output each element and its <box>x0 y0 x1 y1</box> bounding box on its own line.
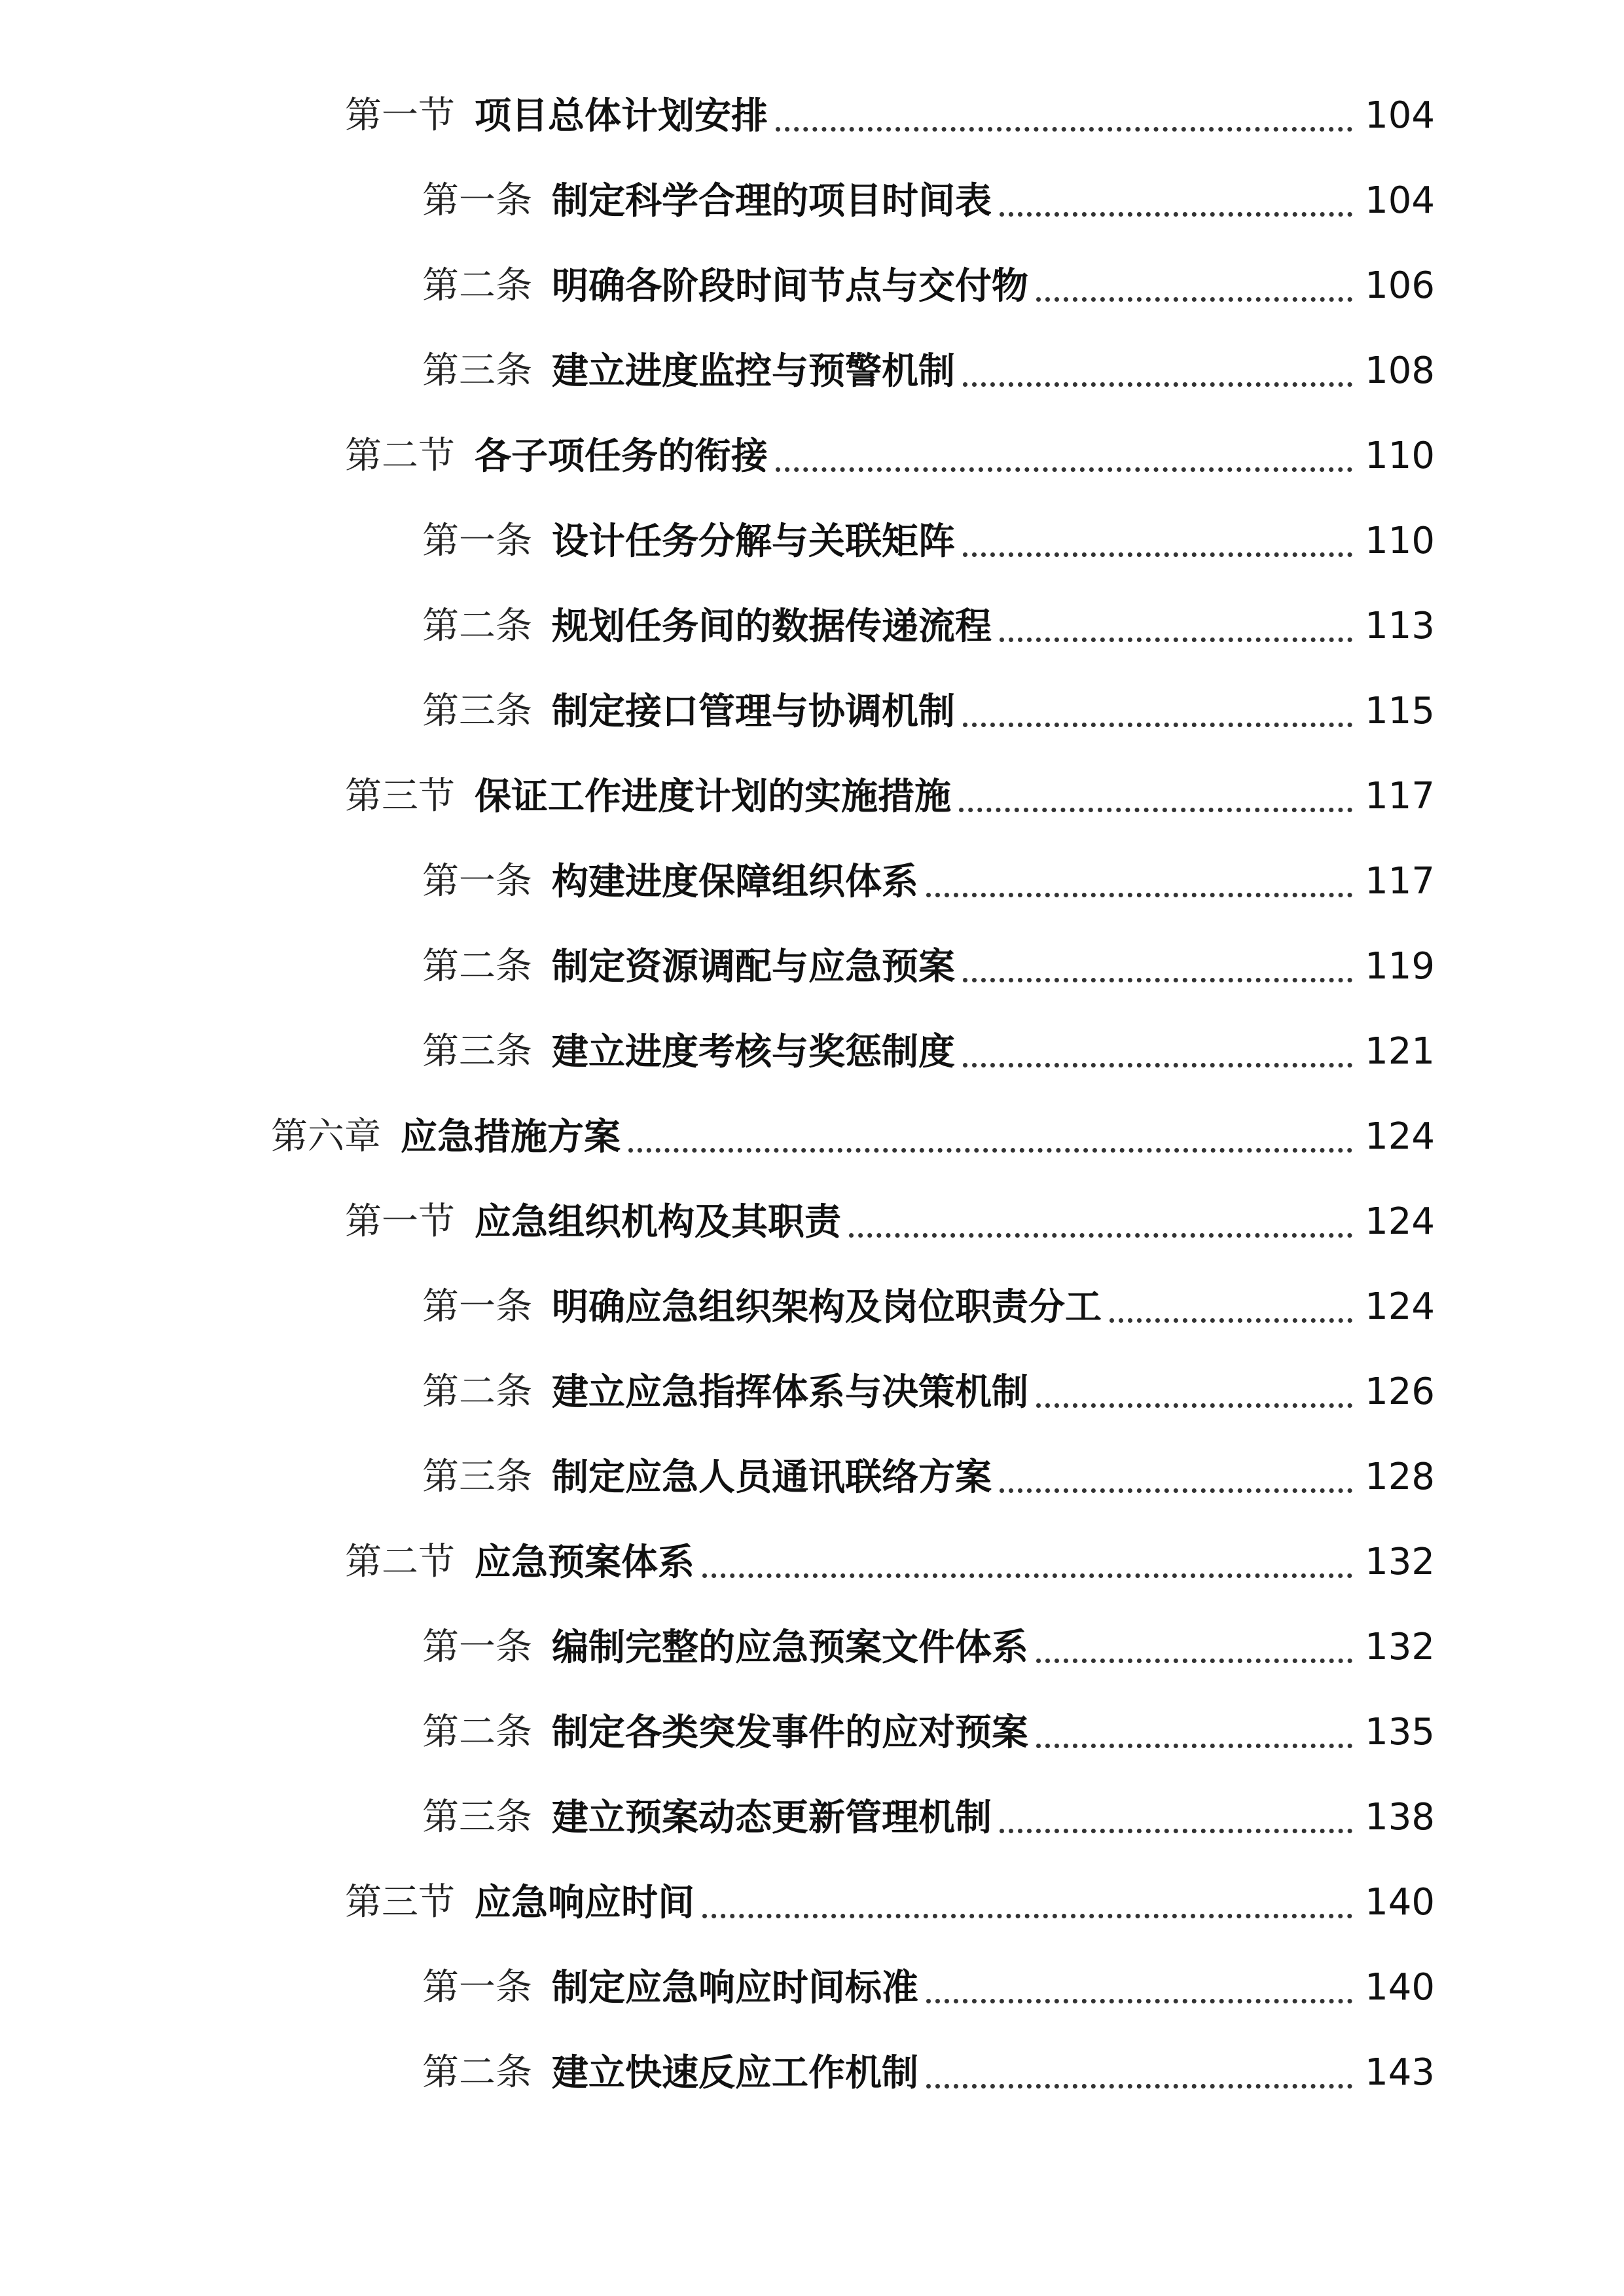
toc-entry[interactable] <box>0 1775 1624 1860</box>
dot-leader <box>702 1573 1352 1578</box>
toc-entry-number: 第三节 <box>345 775 455 817</box>
toc-entry-number: 第六章 <box>271 1115 381 1158</box>
toc-entry-page: 113 <box>1365 605 1435 647</box>
toc-entry[interactable] <box>0 1265 1624 1350</box>
toc-entry-number: 第三条 <box>422 1456 532 1498</box>
toc-entry-title: 各子项任务的衔接 <box>475 435 768 478</box>
toc-entry-title: 建立应急指挥体系与决策机制 <box>552 1371 1028 1414</box>
toc-entry-page: 121 <box>1365 1030 1435 1073</box>
dot-leader <box>776 467 1352 472</box>
toc-entry[interactable] <box>0 1350 1624 1435</box>
toc-entry[interactable] <box>0 1690 1624 1775</box>
toc-entry-title: 明确应急组织架构及岗位职责分工 <box>552 1285 1102 1329</box>
toc-entry-number: 第二条 <box>422 2051 532 2094</box>
toc-entry-title: 制定接口管理与协调机制 <box>552 690 955 733</box>
toc-entry-page: 132 <box>1365 1626 1435 1668</box>
toc-entry-number: 第三节 <box>345 1881 455 1924</box>
toc-entry-title: 应急响应时间 <box>475 1881 695 1924</box>
toc-entry[interactable] <box>0 1179 1624 1265</box>
toc-entry[interactable] <box>0 839 1624 924</box>
toc-entry[interactable] <box>0 1860 1624 1945</box>
dot-leader <box>849 1233 1352 1238</box>
toc-entry-number: 第二条 <box>422 1371 532 1413</box>
toc-entry[interactable] <box>0 1094 1624 1179</box>
toc-entry-page: 110 <box>1365 435 1435 477</box>
toc-entry-page: 138 <box>1365 1796 1435 1839</box>
toc-entry-number: 第三条 <box>422 1796 532 1839</box>
toc-entry[interactable] <box>0 1520 1624 1605</box>
toc-entry-title: 制定各类突发事件的应对预案 <box>552 1711 1028 1754</box>
toc-entry-title: 制定资源调配与应急预案 <box>552 945 955 988</box>
toc-entry-page: 115 <box>1365 690 1435 732</box>
dot-leader <box>963 1063 1352 1067</box>
toc-entry-number: 第二条 <box>422 264 532 307</box>
toc-entry-page: 104 <box>1365 94 1435 137</box>
toc-entry-number: 第三条 <box>422 350 532 392</box>
toc-entry-title: 建立预案动态更新管理机制 <box>552 1796 992 1839</box>
toc-entry-title: 设计任务分解与关联矩阵 <box>552 520 955 563</box>
toc-entry-title: 保证工作进度计划的实施措施 <box>475 775 951 818</box>
toc-entry-title: 建立进度考核与奖惩制度 <box>552 1030 955 1073</box>
table-of-contents <box>0 73 1624 2115</box>
toc-entry[interactable] <box>0 2030 1624 2115</box>
dot-leader <box>1000 637 1352 642</box>
toc-entry[interactable] <box>0 1435 1624 1520</box>
toc-entry-title: 制定科学合理的项目时间表 <box>552 179 992 223</box>
toc-entry-title: 明确各阶段时间节点与交付物 <box>552 264 1028 308</box>
toc-entry[interactable] <box>0 329 1624 414</box>
toc-entry-number: 第一条 <box>422 520 532 562</box>
dot-leader <box>963 382 1352 387</box>
dot-leader <box>1110 1318 1352 1323</box>
dot-leader <box>963 978 1352 982</box>
toc-entry-number: 第三条 <box>422 690 532 732</box>
toc-entry[interactable] <box>0 73 1624 158</box>
toc-entry[interactable] <box>0 669 1624 754</box>
toc-entry[interactable] <box>0 1945 1624 2030</box>
toc-entry[interactable] <box>0 924 1624 1009</box>
toc-entry[interactable] <box>0 499 1624 584</box>
toc-entry-page: 126 <box>1365 1371 1435 1413</box>
toc-entry-page: 117 <box>1365 775 1435 817</box>
toc-entry-title: 建立快速反应工作机制 <box>552 2051 918 2094</box>
toc-entry-number: 第二条 <box>422 605 532 647</box>
dot-leader <box>1000 212 1352 217</box>
toc-entry-page: 124 <box>1365 1200 1435 1243</box>
toc-entry-number: 第一节 <box>345 1200 455 1243</box>
dot-leader <box>1000 1488 1352 1493</box>
toc-entry-title: 制定应急响应时间标准 <box>552 1966 918 2009</box>
toc-entry-number: 第一条 <box>422 1285 532 1328</box>
dot-leader <box>926 893 1352 897</box>
toc-entry-title: 规划任务间的数据传递流程 <box>552 605 992 648</box>
dot-leader <box>702 1914 1352 1918</box>
toc-entry-title: 应急措施方案 <box>401 1115 621 1158</box>
toc-entry-title: 编制完整的应急预案文件体系 <box>552 1626 1028 1669</box>
toc-entry-page: 132 <box>1365 1541 1435 1583</box>
dot-leader <box>963 552 1352 557</box>
toc-entry-page: 119 <box>1365 945 1435 988</box>
dot-leader <box>1036 297 1352 302</box>
toc-entry-number: 第二节 <box>345 435 455 477</box>
toc-entry-number: 第一节 <box>345 94 455 137</box>
toc-entry-page: 108 <box>1365 350 1435 392</box>
toc-entry-page: 124 <box>1365 1115 1435 1158</box>
toc-entry[interactable] <box>0 754 1624 839</box>
toc-entry-number: 第三条 <box>422 1030 532 1073</box>
toc-entry[interactable] <box>0 584 1624 669</box>
toc-entry[interactable] <box>0 243 1624 329</box>
toc-entry-page: 110 <box>1365 520 1435 562</box>
toc-entry-page: 104 <box>1365 179 1435 222</box>
toc-entry-page: 128 <box>1365 1456 1435 1498</box>
dot-leader <box>963 723 1352 727</box>
toc-entry[interactable] <box>0 1009 1624 1094</box>
toc-entry-number: 第二节 <box>345 1541 455 1583</box>
toc-entry-title: 应急组织机构及其职责 <box>475 1200 841 1244</box>
toc-entry[interactable] <box>0 1605 1624 1690</box>
toc-entry-title: 制定应急人员通讯联络方案 <box>552 1456 992 1499</box>
toc-entry-number: 第一条 <box>422 860 532 903</box>
toc-entry-page: 106 <box>1365 264 1435 307</box>
toc-entry-page: 143 <box>1365 2051 1435 2094</box>
dot-leader <box>926 2084 1352 2089</box>
toc-entry-title: 构建进度保障组织体系 <box>552 860 918 903</box>
toc-entry-number: 第二条 <box>422 1711 532 1753</box>
toc-entry-page: 140 <box>1365 1966 1435 2009</box>
toc-entry-number: 第一条 <box>422 1626 532 1668</box>
dot-leader <box>1000 1829 1352 1833</box>
toc-entry[interactable] <box>0 158 1624 243</box>
toc-entry[interactable] <box>0 414 1624 499</box>
toc-entry-title: 应急预案体系 <box>475 1541 695 1584</box>
dot-leader <box>1036 1744 1352 1748</box>
toc-entry-title: 项目总体计划安排 <box>475 94 768 137</box>
dot-leader <box>776 127 1352 132</box>
dot-leader <box>628 1148 1352 1153</box>
dot-leader <box>1036 1403 1352 1408</box>
dot-leader <box>1036 1659 1352 1663</box>
toc-entry-page: 124 <box>1365 1285 1435 1328</box>
toc-entry-number: 第一条 <box>422 179 532 222</box>
dot-leader <box>926 1999 1352 2003</box>
toc-entry-number: 第二条 <box>422 945 532 988</box>
toc-entry-page: 135 <box>1365 1711 1435 1753</box>
toc-entry-number: 第一条 <box>422 1966 532 2009</box>
toc-entry-title: 建立进度监控与预警机制 <box>552 350 955 393</box>
toc-entry-page: 140 <box>1365 1881 1435 1924</box>
toc-entry-page: 117 <box>1365 860 1435 903</box>
dot-leader <box>959 808 1352 812</box>
